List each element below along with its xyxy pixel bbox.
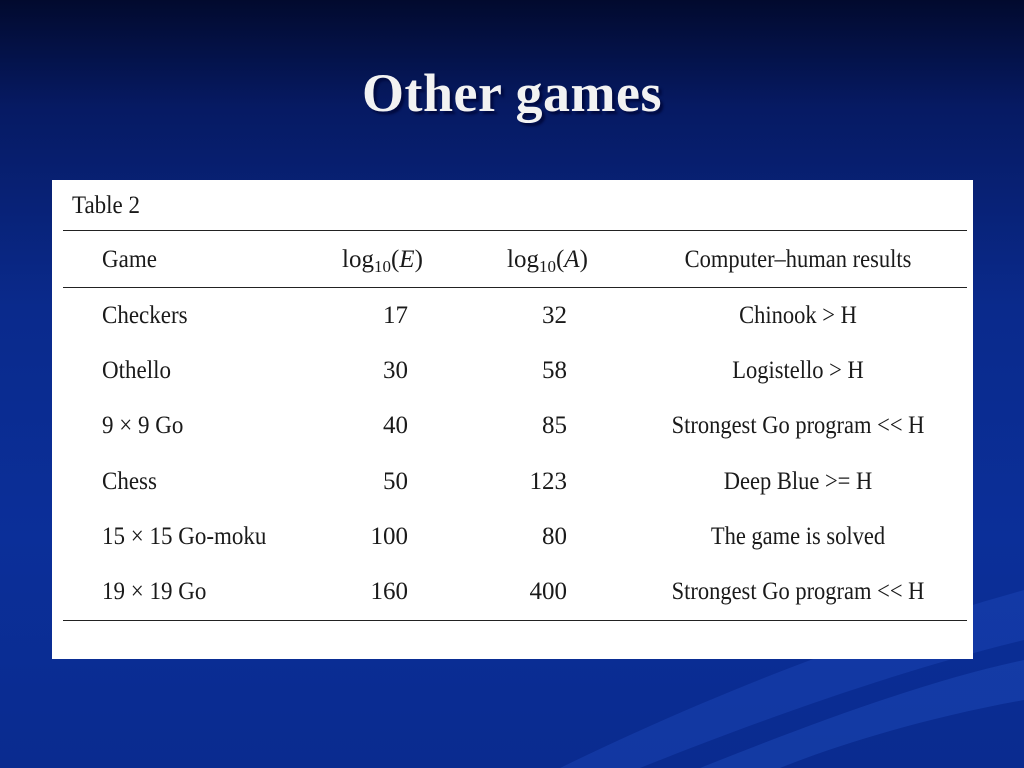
cell-log-a: 80 — [542, 523, 567, 550]
cell-game: 15 × 15 Go-moku — [102, 523, 267, 550]
cell-game: Othello — [102, 357, 171, 384]
table-row — [52, 578, 973, 618]
header-results: Computer–human results — [684, 246, 912, 273]
table-row — [52, 302, 973, 342]
cell-result: Strongest Go program << H — [671, 412, 925, 439]
table-top-rule — [63, 230, 967, 231]
table-header-rule — [63, 287, 967, 288]
cell-log-e: 17 — [383, 302, 408, 329]
cell-log-a: 400 — [529, 578, 567, 605]
header-game: Game — [102, 246, 157, 273]
cell-log-a: 32 — [542, 302, 567, 329]
cell-result: Logistello > H — [732, 357, 864, 384]
table-row — [52, 412, 973, 452]
cell-log-e: 50 — [383, 468, 408, 495]
table-row — [52, 357, 973, 397]
cell-log-e: 160 — [370, 578, 408, 605]
cell-result: Strongest Go program << H — [671, 578, 925, 605]
cell-game: 9 × 9 Go — [102, 412, 184, 439]
cell-result: Deep Blue >= H — [723, 468, 873, 495]
table-header-row — [52, 246, 973, 286]
table-caption: Table 2 — [72, 192, 141, 219]
cell-log-a: 58 — [542, 357, 567, 384]
cell-result: The game is solved — [710, 523, 886, 550]
cell-result: Chinook > H — [739, 302, 857, 329]
cell-log-e: 40 — [383, 412, 408, 439]
table-bottom-rule — [63, 620, 967, 621]
cell-log-a: 123 — [529, 468, 567, 495]
header-log-e: $\log_{10}(E)$ — [342, 246, 423, 276]
header-log-a: $\log_{10}(A)$ — [507, 246, 588, 276]
cell-log-e: 30 — [383, 357, 408, 384]
cell-log-a: 85 — [542, 412, 567, 439]
cell-game: Checkers — [102, 302, 188, 329]
cell-log-e: 100 — [370, 523, 408, 550]
cell-game: Chess — [102, 468, 157, 495]
table-row — [52, 468, 973, 508]
table-panel — [52, 180, 973, 659]
cell-game: 19 × 19 Go — [102, 578, 207, 605]
slide-title: Other games — [362, 63, 662, 123]
table-row — [52, 523, 973, 563]
